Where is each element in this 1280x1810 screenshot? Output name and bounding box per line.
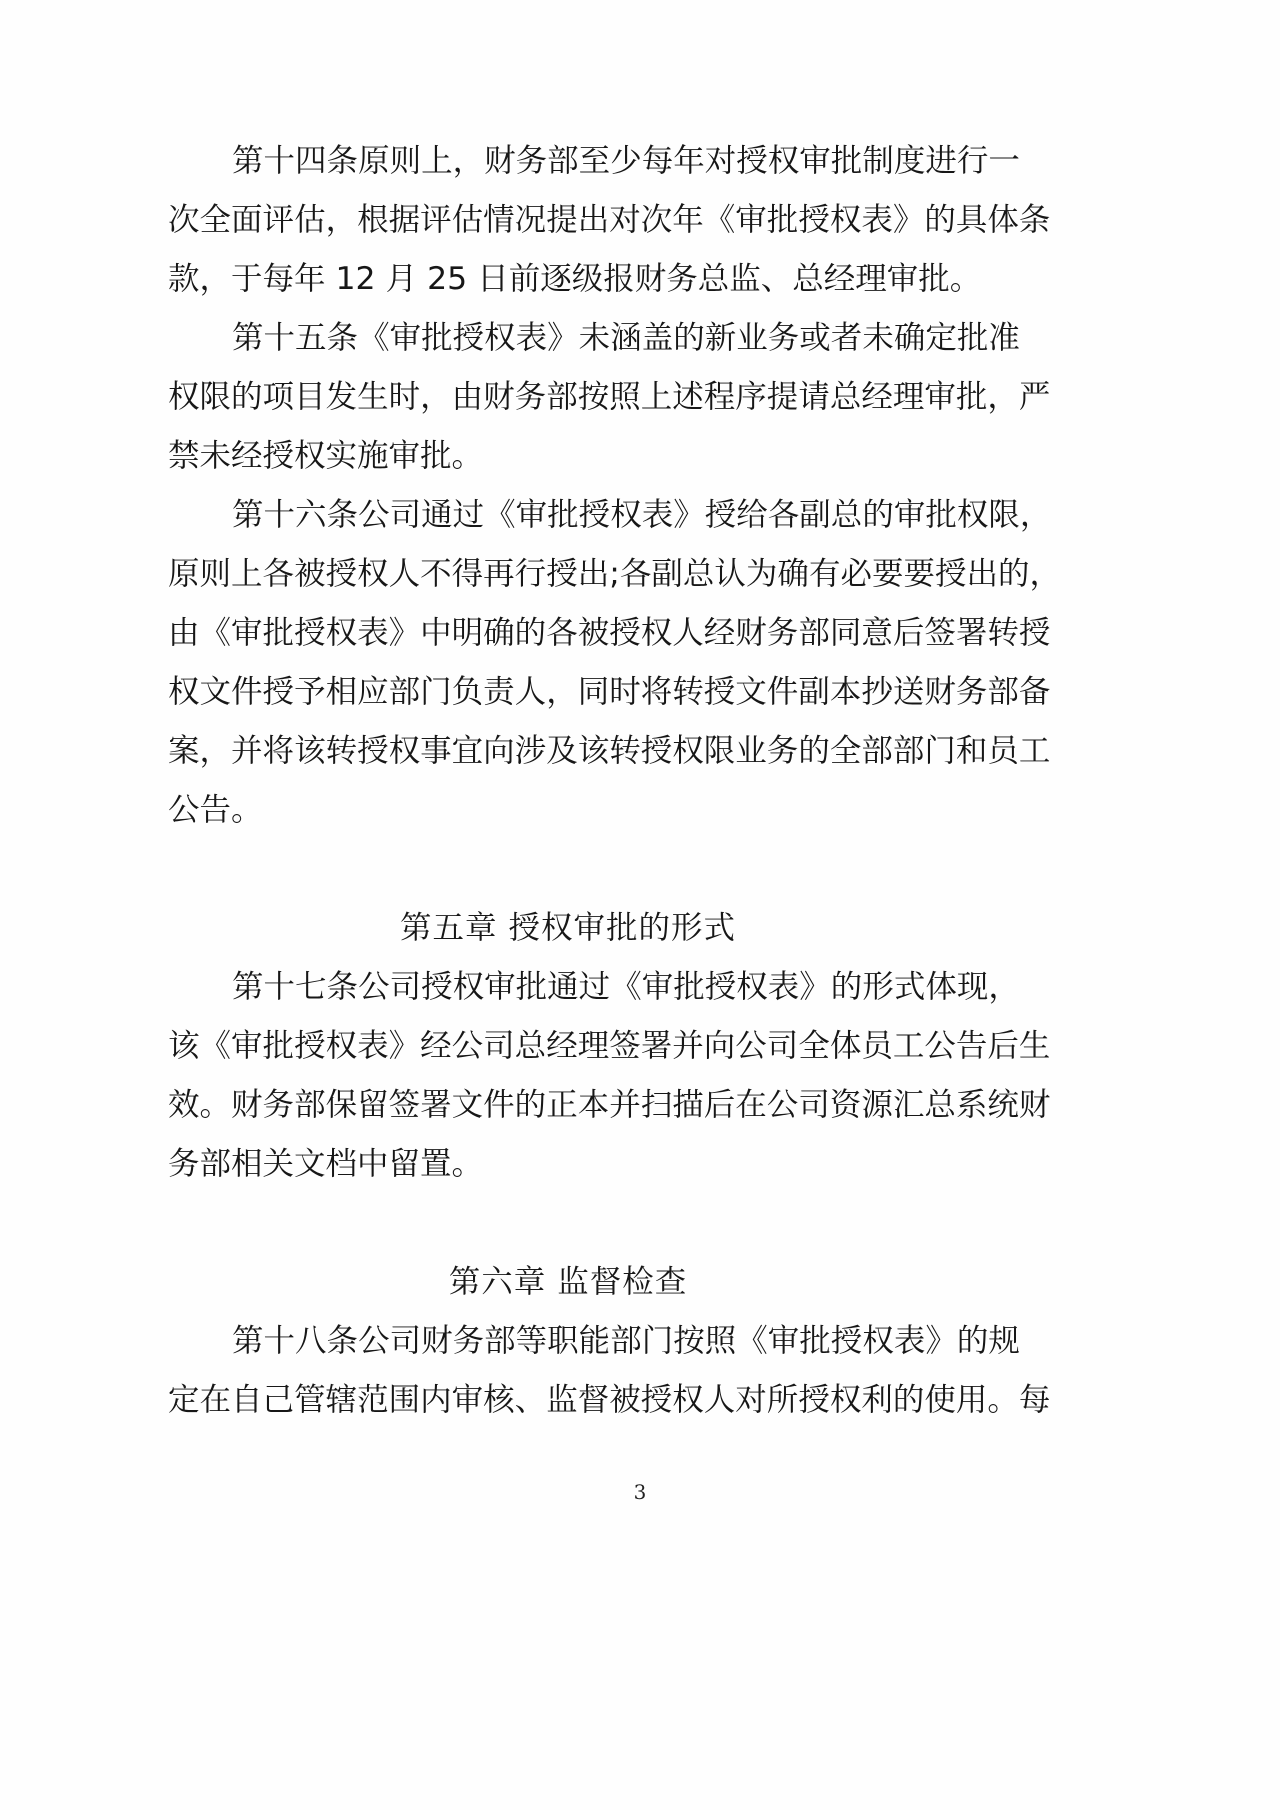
text-line: 第 十 四 条 原 则 上 ， 财 务 部 至 少 每 年 对 授 权 审 批 制 度 进 行 一 (232, 143, 1020, 179)
text-line: 款，于每年 12 月 25 日前逐级报财务总监、总经理审批。 (168, 261, 982, 297)
paragraph-article-18 (168, 1312, 1051, 1430)
text-line: 禁未经授权实施审批。 (168, 438, 484, 474)
text-line: 权 限 的 项 目 发 生 时 ， 由 财 务 部 按 照 上 述 程 序 提 请 总 经 理 审 批 ， 严 (168, 379, 1051, 415)
paragraph-spacer (168, 1194, 968, 1253)
text-line: 第 十 六 条 公 司 通 过 《 审 批 授 权 表 》 授 给 各 副 总 的 审 批 权 限 ， (232, 497, 1052, 533)
paragraph-article-15 (168, 309, 1051, 486)
text-line: 第 十 五 条 《 审 批 授 权 表 》 未 涵 盖 的 新 业 务 或 者 未 确 定 批 准 (232, 320, 1020, 356)
text-line: 务部相关文档中留置。 (168, 1146, 484, 1182)
page-number: 3 (633, 1480, 647, 1504)
text-line: 第 十 七 条 公 司 授 权 审 批 通 过 《 审 批 授 权 表 》 的 形 式 体 现 ， (232, 969, 1020, 1005)
document-body (168, 132, 1062, 1430)
text-line: 定 在 自 己 管 辖 范 围 内 审 核 、 监 督 被 授 权 人 对 所 授 权 利 的 使 用 。 每 (168, 1382, 1051, 1418)
text-line: 第 十 八 条 公 司 财 务 部 等 职 能 部 门 按 照 《 审 批 授 权 表 》 的 规 (232, 1323, 1020, 1359)
paragraph-spacer (168, 840, 968, 899)
text-line: 案 ， 并 将 该 转 授 权 事 宜 向 涉 及 该 转 授 权 限 业 务 的 全 部 部 门 和 员 工 (168, 733, 1051, 769)
text-line: 原 则 上 各 被 授 权 人 不 得 再 行 授 出 ; 各 副 总 认 为 确 有 必 要 要 授 出 的 ， (168, 556, 1062, 592)
paragraph-article-16 (168, 486, 1062, 840)
paragraph-article-14 (168, 132, 1051, 309)
chapter-heading-chapter-6: 第六章 监督检查 (448, 1264, 688, 1300)
chapter-heading-chapter-5: 第五章 授权审批的形式 (399, 910, 736, 946)
paragraph-article-17 (168, 958, 1051, 1194)
text-line: 由 《 审 批 授 权 表 》 中 明 确 的 各 被 授 权 人 经 财 务 部 同 意 后 签 署 转 授 (168, 615, 1051, 651)
text-line: 该 《 审 批 授 权 表 》 经 公 司 总 经 理 签 署 并 向 公 司 全 体 员 工 公 告 后 生 (168, 1028, 1051, 1064)
text-line: 权 文 件 授 予 相 应 部 门 负 责 人 ， 同 时 将 转 授 文 件 副 本 抄 送 财 务 部 备 (168, 674, 1051, 710)
text-line: 公告。 (168, 792, 263, 828)
text-line: 效 。 财 务 部 保 留 签 署 文 件 的 正 本 并 扫 描 后 在 公 司 资 源 汇 总 系 统 财 (168, 1087, 1051, 1123)
text-line: 次 全 面 评 估 ， 根 据 评 估 情 况 提 出 对 次 年 《 审 批 授 权 表 》 的 具 体 条 (168, 202, 1051, 238)
